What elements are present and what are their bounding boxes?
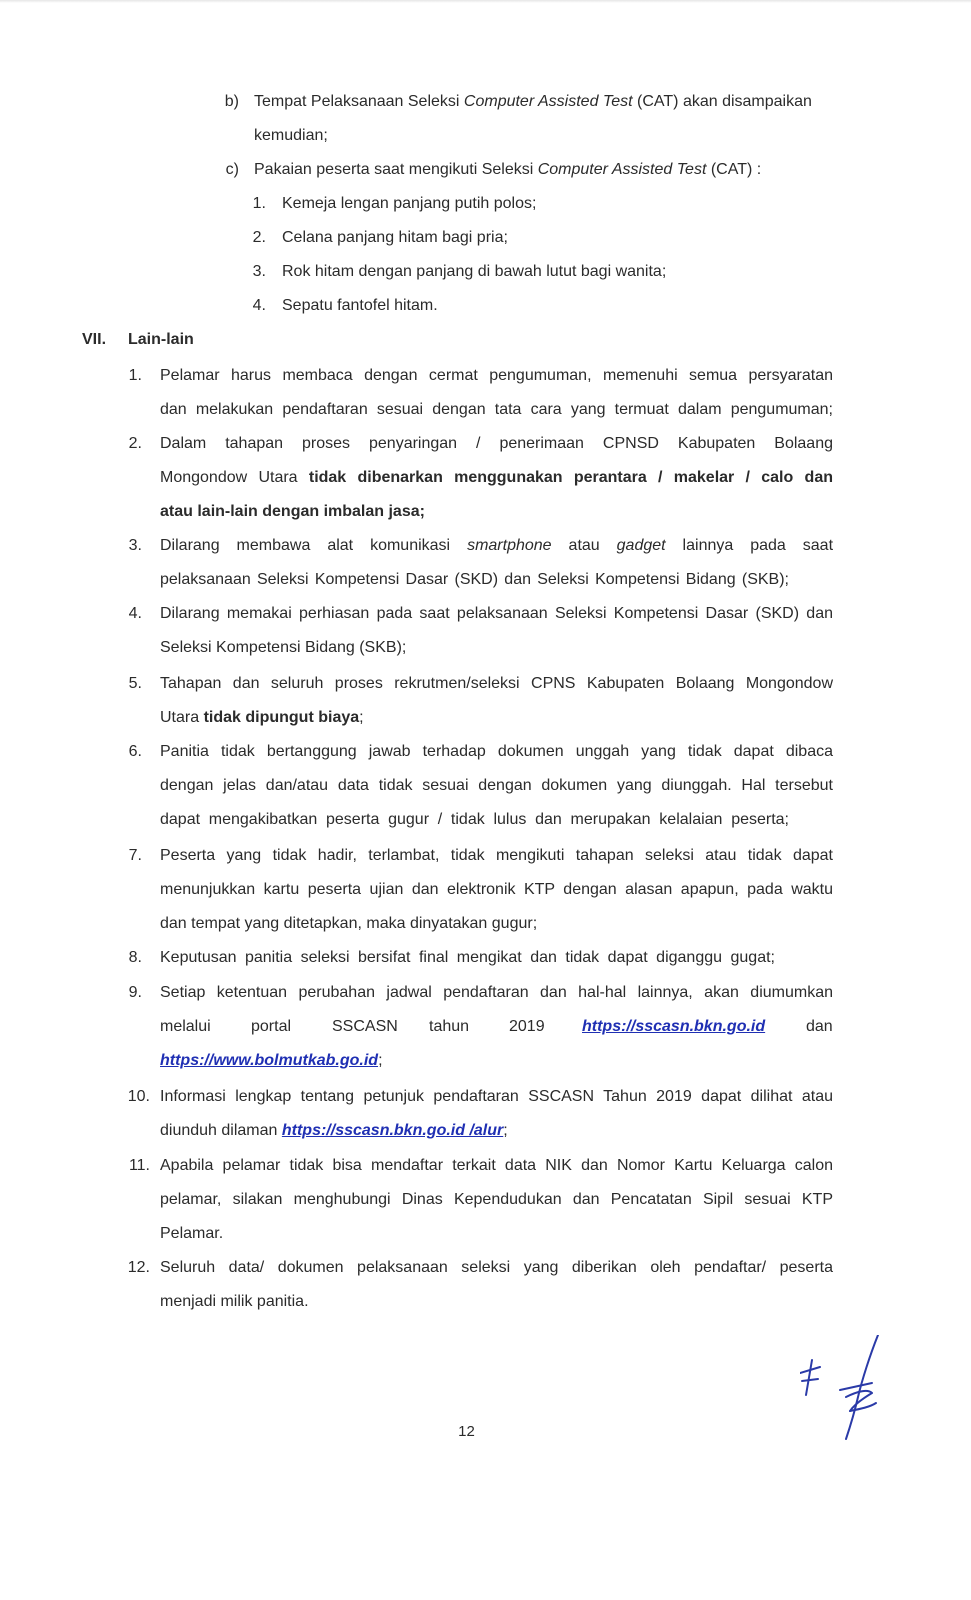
list-item-number: 10.: [127, 1088, 150, 1105]
list-item-word: 2019: [509, 1018, 545, 1035]
list-item-line: menunjukkan kartu peserta ujian dan elektronik KTP dengan alasan apapun, pada waktu: [160, 881, 833, 898]
dress-item-text: Rok hitam dengan panjang di bawah lutut bagi wanita;: [282, 263, 667, 280]
list-item-line: Keputusan panitia seleksi bersifat final mengikat dan tidak dapat diganggu gugat;: [160, 949, 775, 966]
list-item-line: dan melakukan pendaftaran sesuai dengan tata cara yang termuat dalam pengumuman;: [160, 401, 833, 418]
list-item-number: 1.: [128, 367, 142, 384]
list-item-line: Dalam tahapan proses penyaringan / penerimaan CPNSD Kabupaten Bolaang: [160, 435, 833, 452]
sscasn-link[interactable]: https://sscasn.bkn.go.id: [582, 1018, 766, 1035]
list-item-line: Seluruh data/ dokumen pelaksanaan seleksi yang diberikan oleh pendaftar/ peserta: [160, 1259, 833, 1276]
list-item-line: Dilarang memakai perhiasan pada saat pelaksanaan Seleksi Kompetensi Dasar (SKD) dan: [160, 605, 833, 622]
list-item-word: tahun: [429, 1018, 470, 1035]
list-item-line: Pelamar.: [160, 1225, 224, 1242]
list-item-word: portal: [251, 1018, 292, 1035]
list-item-line: Setiap ketentuan perubahan jadwal pendaftaran dan hal-hal lainnya, akan diumumkan: [160, 984, 833, 1001]
sscasn-alur-link[interactable]: https://sscasn.bkn.go.id /alur: [281, 1122, 504, 1139]
section-roman-numeral: VII.: [82, 331, 107, 348]
list-item-line: Pelamar harus membaca dengan cermat pengumuman, memenuhi semua persyaratan: [160, 367, 833, 384]
list-item-line: dengan jelas dan/atau data tidak sesuai dengan dokumen yang diunggah. Hal tersebut: [160, 777, 833, 794]
list-item-line: Informasi lengkap tentang petunjuk pendaftaran SSCASN Tahun 2019 dapat dilihat atau: [160, 1088, 833, 1105]
list-item-number: 3.: [128, 537, 142, 554]
list-item-line: pelamar, silakan menghubungi Dinas Kependudukan dan Pencatatan Sipil sesuai KTP: [160, 1191, 833, 1208]
item-marker-c: c): [225, 161, 239, 178]
list-item-word: melalui: [160, 1018, 211, 1035]
list-item-line: Utara tidak dipungut biaya;: [160, 709, 364, 726]
item-b-line-1: Tempat Pelaksanaan Seleksi Computer Assisted Test (CAT) akan disampaikan: [254, 93, 812, 110]
list-item-number: 7.: [128, 847, 142, 864]
list-item-word: dan: [806, 1018, 833, 1035]
section-title: Lain-lain: [128, 331, 194, 348]
list-item-number: 9.: [128, 984, 142, 1001]
list-item-line: Dilarang membawa alat komunikasi smartphone atau gadget lainnya pada saat: [160, 537, 834, 554]
page-number: 12: [458, 1423, 475, 1440]
bolmutkab-link[interactable]: https://www.bolmutkab.go.id: [160, 1052, 379, 1069]
list-item-line: Mongondow Utara tidak dibenarkan menggunakan perantara / makelar / calo dan: [160, 469, 834, 486]
list-item-line: menjadi milik panitia.: [160, 1293, 309, 1310]
list-item-line: dapat mengakibatkan peserta gugur / tidak lulus dan merupakan kelalaian peserta;: [160, 811, 789, 828]
dress-item-number: 4.: [252, 297, 266, 314]
list-item-line: Seleksi Kompetensi Bidang (SKB);: [160, 639, 407, 656]
list-item-number: 11.: [128, 1157, 150, 1174]
list-item-word: SSCASN: [332, 1018, 398, 1035]
list-item-number: 2.: [128, 435, 142, 452]
dress-item-number: 2.: [252, 229, 266, 246]
list-item-line: Peserta yang tidak hadir, terlambat, tidak mengikuti tahapan seleksi atau tidak dapat: [160, 847, 833, 864]
dress-item-number: 3.: [252, 263, 266, 280]
list-item-line: atau lain-lain dengan imbalan jasa;: [160, 503, 425, 520]
list-item-line: https://www.bolmutkab.go.id;: [160, 1052, 383, 1069]
item-c-line-1: Pakaian peserta saat mengikuti Seleksi Computer Assisted Test (CAT) :: [254, 161, 762, 178]
list-item-line: Panitia tidak bertanggung jawab terhadap dokumen unggah yang tidak dapat dibaca: [160, 743, 833, 760]
list-item-number: 5.: [128, 675, 142, 692]
list-item-number: 4.: [128, 605, 142, 622]
dress-item-number: 1.: [252, 195, 266, 212]
dress-item-text: Celana panjang hitam bagi pria;: [282, 229, 508, 246]
list-item-line: dan tempat yang ditetapkan, maka dinyatakan gugur;: [160, 915, 538, 932]
list-item-number: 8.: [128, 949, 142, 966]
item-b-line-2: kemudian;: [254, 127, 328, 144]
dress-item-text: Sepatu fantofel hitam.: [282, 297, 438, 314]
list-item-line: Tahapan dan seluruh proses rekrutmen/seleksi CPNS Kabupaten Bolaang Mongondow: [160, 675, 833, 692]
list-item-line: Apabila pelamar tidak bisa mendaftar terkait data NIK dan Nomor Kartu Keluarga calon: [160, 1157, 833, 1174]
list-item-number: 12.: [127, 1259, 150, 1276]
item-marker-b: b): [224, 93, 239, 110]
list-item-line: pelaksanaan Seleksi Kompetensi Dasar (SKD) dan Seleksi Kompetensi Bidang (SKB);: [160, 571, 789, 588]
list-item-number: 6.: [128, 743, 142, 760]
dress-item-text: Kemeja lengan panjang putih polos;: [282, 195, 537, 212]
scan-edge: [0, 0, 971, 3]
list-item-line: diunduh dilaman https://sscasn.bkn.go.id /alur;: [160, 1122, 508, 1139]
